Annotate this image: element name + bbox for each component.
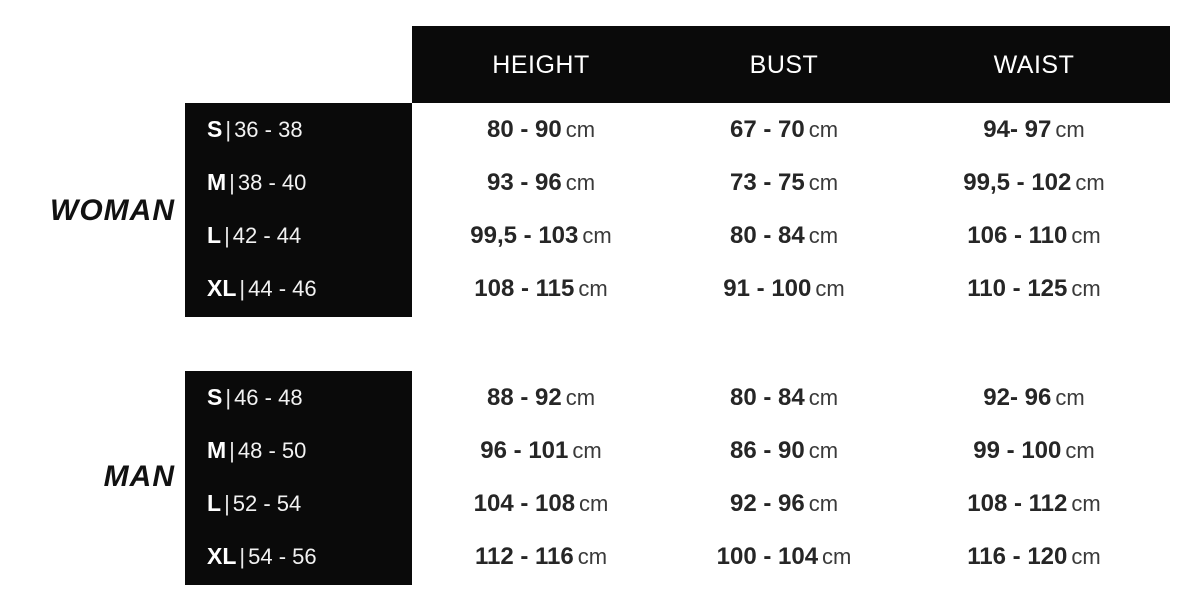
eu-size: 44 - 46: [248, 276, 317, 301]
height-value: 108 - 115: [474, 275, 575, 302]
unit: cm: [1071, 491, 1101, 516]
bust-cell: [670, 262, 898, 315]
height-value: 80 - 90: [486, 116, 562, 143]
table-row: [185, 424, 1170, 477]
unit: cm: [1055, 117, 1085, 142]
table-row: [185, 477, 1170, 530]
group-label-man: MAN: [103, 460, 175, 493]
height-cell: [412, 156, 670, 209]
waist-value: 110 - 125: [967, 275, 1068, 302]
waist-cell: [898, 209, 1170, 262]
waist-value: 94- 97: [983, 116, 1052, 143]
height-value: 93 - 96: [486, 169, 562, 196]
unit: cm: [808, 438, 839, 463]
waist-cell: [898, 477, 1170, 530]
height-value: 99,5 - 103: [470, 222, 579, 249]
unit: cm: [808, 491, 839, 516]
bust-value: 80 - 84: [729, 222, 805, 249]
height-value: 88 - 92: [486, 384, 562, 411]
height-value: 104 - 108: [473, 490, 576, 517]
bust-cell: [670, 103, 898, 156]
eu-size: 36 - 38: [234, 117, 303, 142]
unit: cm: [1071, 276, 1101, 301]
unit: cm: [808, 117, 839, 142]
bust-cell: [670, 477, 898, 530]
unit: cm: [1065, 438, 1095, 463]
column-header-bust: BUST: [749, 51, 819, 79]
waist-value: 99,5 - 102: [963, 169, 1072, 196]
size-label: S: [207, 116, 223, 142]
eu-size: 42 - 44: [232, 223, 302, 248]
unit: cm: [1055, 385, 1085, 410]
size-label: M: [207, 437, 227, 463]
unit: cm: [808, 385, 839, 410]
unit: cm: [808, 170, 839, 195]
unit: cm: [1075, 170, 1105, 195]
bust-cell: [670, 424, 898, 477]
unit: cm: [815, 276, 845, 301]
waist-cell: [898, 530, 1170, 583]
separator: |: [224, 491, 230, 516]
size-cell: [185, 371, 412, 424]
size-cell: [185, 477, 412, 530]
bust-value: 92 - 96: [729, 490, 805, 517]
size-label: S: [207, 384, 223, 410]
eu-size: 38 - 40: [237, 170, 307, 195]
bust-cell: [670, 371, 898, 424]
waist-value: 116 - 120: [967, 543, 1068, 570]
unit: cm: [582, 223, 612, 248]
unit: cm: [565, 117, 596, 142]
waist-cell: [898, 424, 1170, 477]
separator: |: [239, 544, 246, 569]
bust-value: 80 - 84: [729, 384, 805, 411]
bust-cell: [670, 530, 898, 583]
size-cell: [185, 103, 412, 156]
size-label: L: [207, 490, 222, 516]
height-value: 112 - 116: [474, 543, 574, 570]
size-cell: [185, 209, 412, 262]
unit: cm: [822, 544, 852, 569]
size-label: M: [207, 169, 227, 195]
unit: cm: [565, 385, 596, 410]
bust-cell: [670, 209, 898, 262]
separator: |: [224, 223, 230, 248]
size-cell: [185, 262, 412, 315]
eu-size: 52 - 54: [232, 491, 302, 516]
bust-value: 91 - 100: [723, 275, 812, 302]
eu-size: 46 - 48: [234, 385, 303, 410]
height-cell: [412, 103, 670, 156]
waist-cell: [898, 156, 1170, 209]
waist-value: 108 - 112: [967, 490, 1068, 517]
size-label: XL: [207, 275, 237, 301]
unit: cm: [579, 491, 609, 516]
bust-value: 73 - 75: [729, 169, 805, 196]
height-cell: [412, 530, 670, 583]
bust-value: 100 - 104: [716, 543, 819, 570]
table-row: [185, 209, 1170, 262]
unit: cm: [572, 438, 602, 463]
size-label: XL: [207, 543, 237, 569]
unit: cm: [565, 170, 596, 195]
height-cell: [412, 262, 670, 315]
bust-value: 67 - 70: [729, 116, 805, 143]
waist-cell: [898, 371, 1170, 424]
unit: cm: [577, 544, 608, 569]
eu-size: 48 - 50: [237, 438, 307, 463]
waist-cell: [898, 103, 1170, 156]
separator: |: [225, 117, 232, 142]
waist-value: 99 - 100: [973, 437, 1062, 464]
group-label-woman: WOMAN: [50, 194, 175, 227]
separator: |: [229, 170, 235, 195]
waist-value: 92- 96: [983, 384, 1052, 411]
eu-size: 54 - 56: [248, 544, 317, 569]
size-cell: [185, 424, 412, 477]
table-row: [185, 530, 1170, 583]
height-cell: [412, 477, 670, 530]
separator: |: [239, 276, 246, 301]
separator: |: [229, 438, 235, 463]
unit: cm: [1071, 223, 1101, 248]
unit: cm: [1071, 544, 1101, 569]
waist-value: 106 - 110: [967, 222, 1068, 249]
bust-cell: [670, 156, 898, 209]
size-cell: [185, 530, 412, 583]
height-cell: [412, 209, 670, 262]
table-row: [185, 262, 1170, 315]
bust-value: 86 - 90: [729, 437, 805, 464]
table-row: [185, 103, 1170, 156]
size-label: L: [207, 222, 222, 248]
unit: cm: [808, 223, 839, 248]
column-header-waist: WAIST: [993, 51, 1075, 79]
separator: |: [225, 385, 232, 410]
height-value: 96 - 101: [480, 437, 569, 464]
table-row: [185, 371, 1170, 424]
unit: cm: [578, 276, 608, 301]
table-row: [185, 156, 1170, 209]
size-cell: [185, 156, 412, 209]
waist-cell: [898, 262, 1170, 315]
column-header-height: HEIGHT: [492, 51, 590, 79]
height-cell: [412, 371, 670, 424]
height-cell: [412, 424, 670, 477]
